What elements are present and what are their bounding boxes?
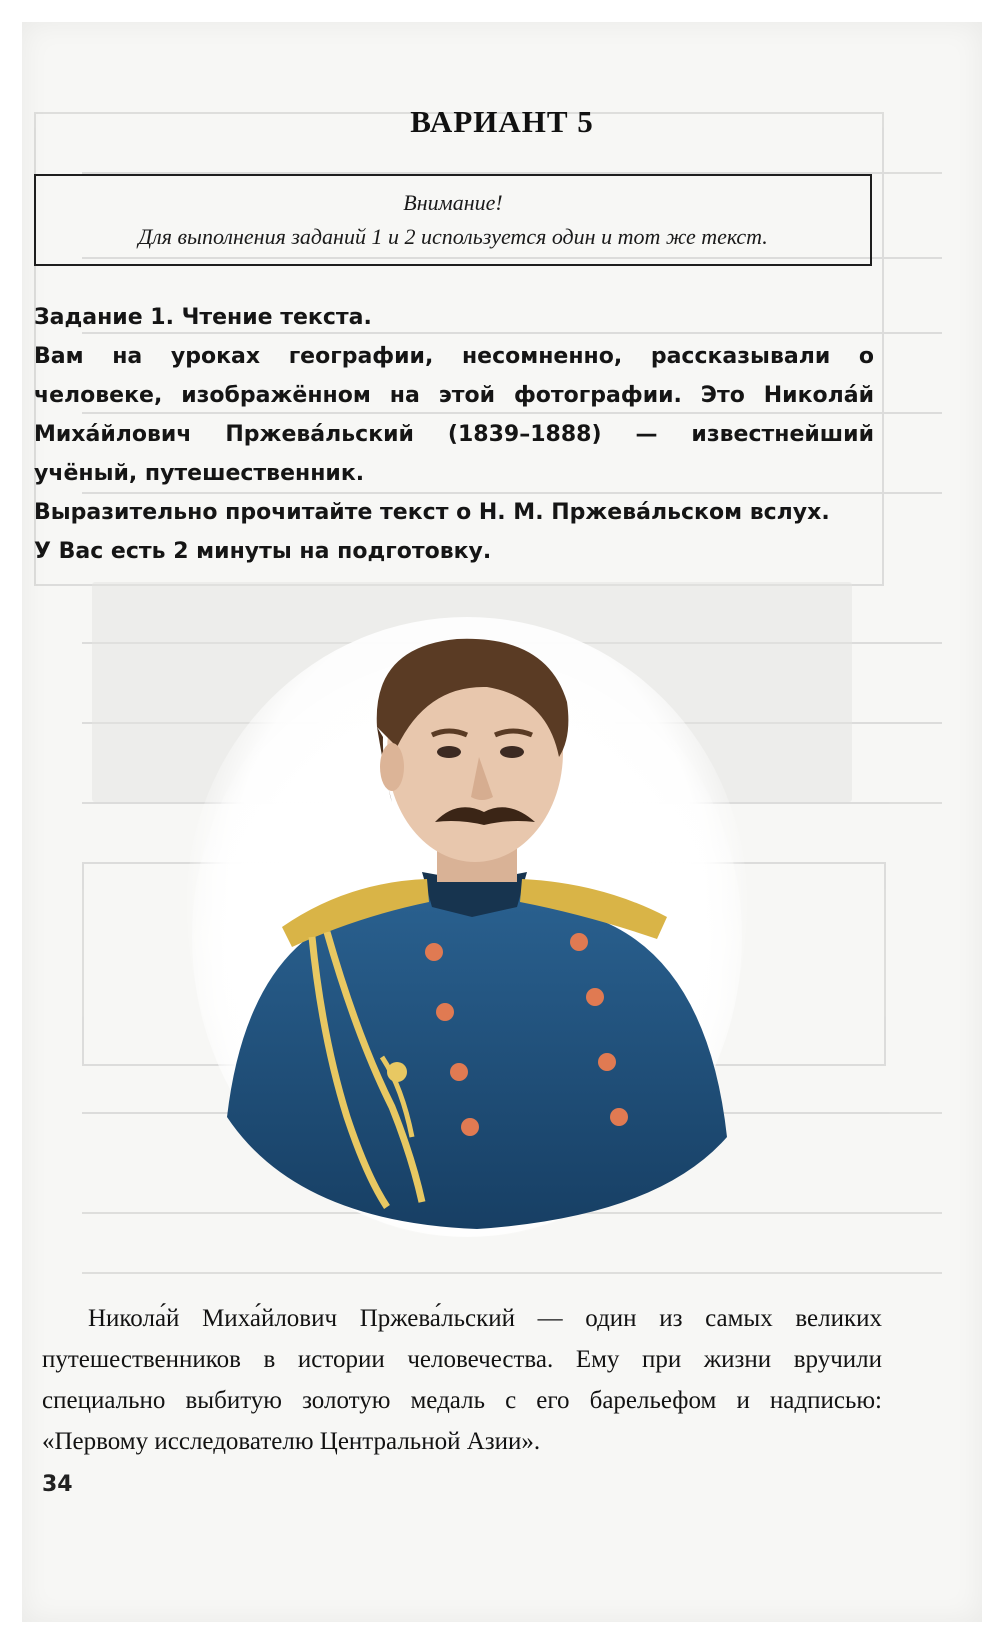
task-intro: Вам на уроках географии, несомненно, рассказывали о человеке, изображённом на этой фотографии. Это Никола́й Миха́йлович Пржева́льский (1839–1888) — известнейший учёный, путешественник. bbox=[34, 344, 874, 486]
task-prep-time: У Вас есть 2 минуты на подготовку. bbox=[34, 539, 492, 564]
variant-title: ВАРИАНТ 5 bbox=[410, 104, 594, 139]
notice-box bbox=[34, 174, 872, 266]
portrait-illustration bbox=[187, 617, 747, 1237]
task-instruction: Выразительно прочитайте текст о Н. М. Пржева́льском вслух. bbox=[34, 500, 830, 525]
notice-text: Для выполнения заданий 1 и 2 используется один и тот же текст. bbox=[138, 224, 768, 249]
page-number: 34 bbox=[42, 1472, 73, 1497]
notice-heading: Внимание! bbox=[403, 190, 503, 215]
portrait-photo bbox=[187, 617, 747, 1237]
book-page bbox=[22, 22, 982, 1622]
reading-text: Никола́й Миха́йлович Пржева́льский — один из самых великих путешественников в истории человечества. Ему при жизни вручили специально выбитую золотую медаль с его барельефом и надписью: «Первому исследователю Центральной Азии». bbox=[42, 1305, 882, 1455]
task-heading: Задание 1. Чтение текста. bbox=[34, 305, 372, 330]
task-section bbox=[34, 298, 874, 571]
